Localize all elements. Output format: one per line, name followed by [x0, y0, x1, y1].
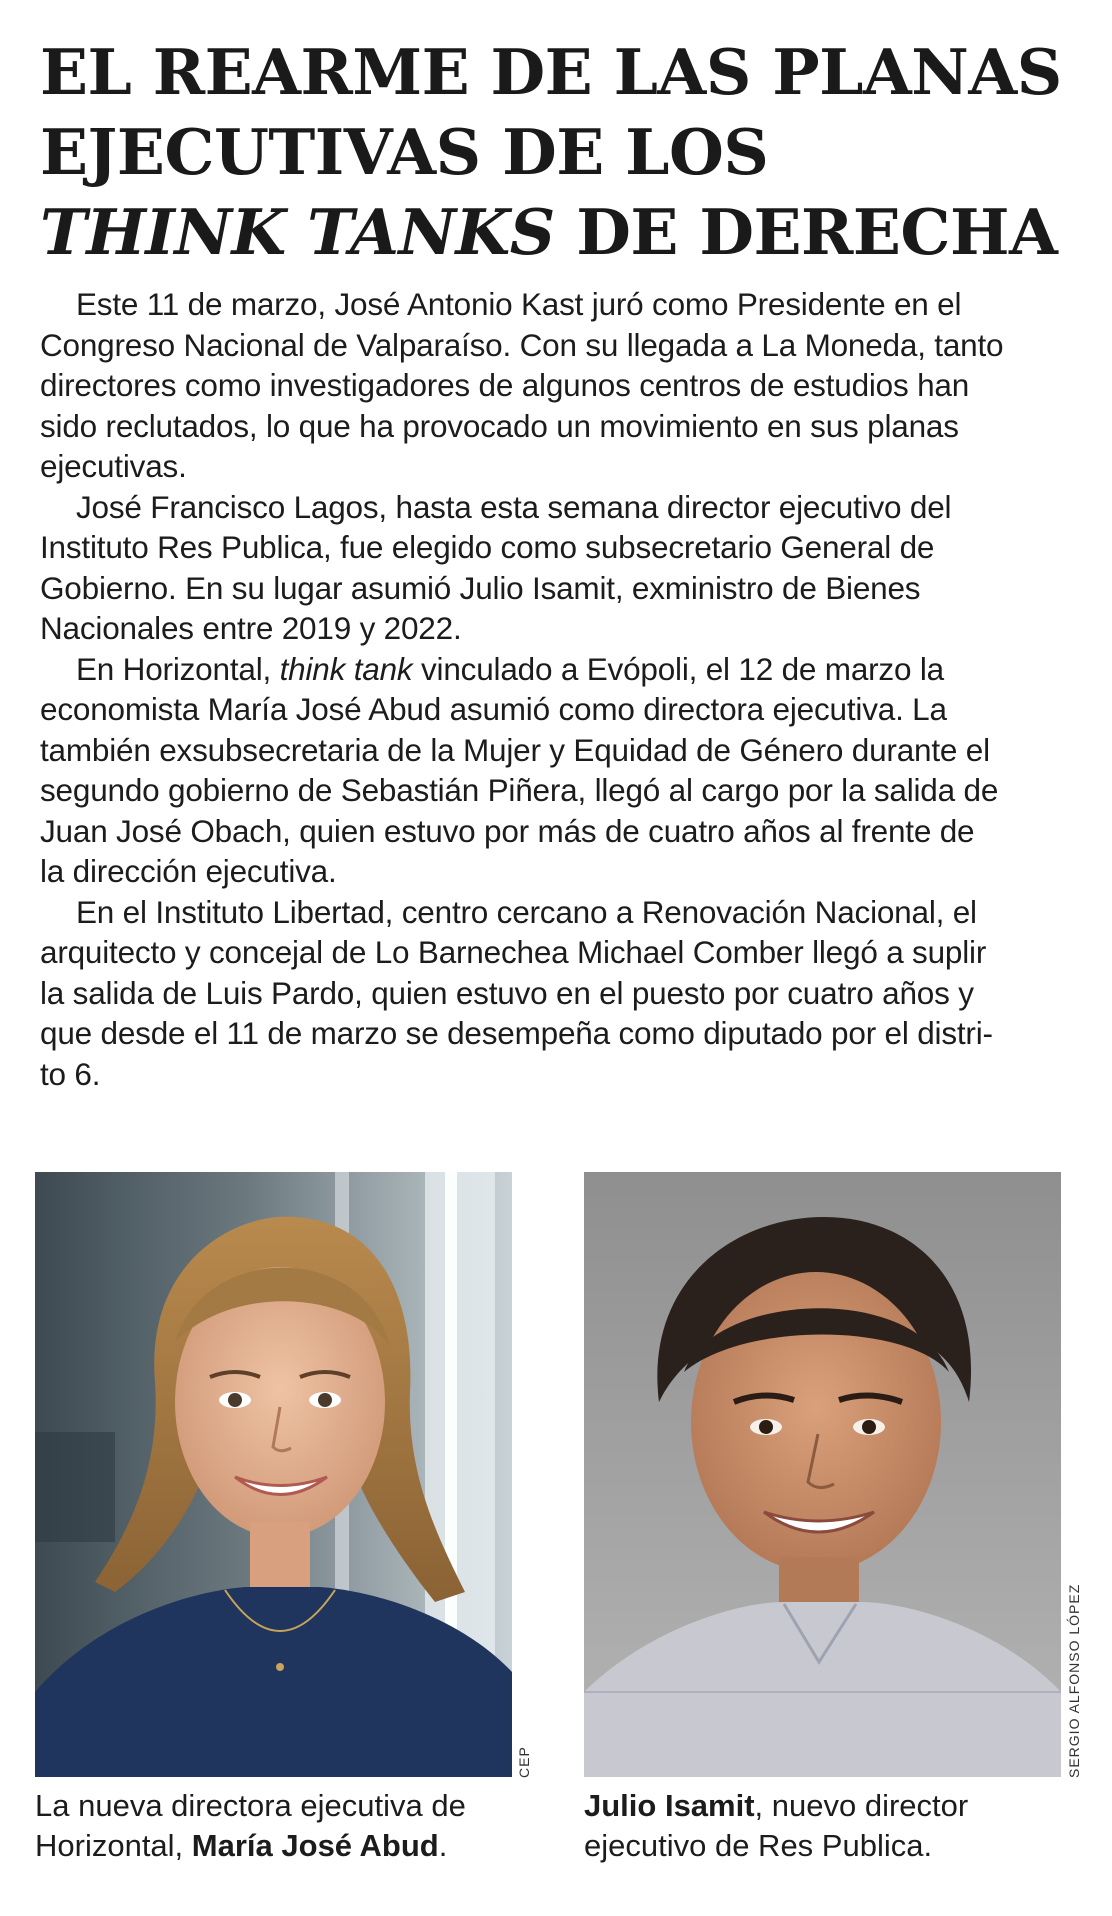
body-line: que desde el 11 de marzo se desempeña como diputado por el distri-	[40, 1015, 993, 1051]
headline-line-2: EJECUTIVAS DE LOS	[40, 115, 769, 189]
photo-maria-jose-abud	[35, 1172, 512, 1777]
body-line: arquitecto y concejal de Lo Barnechea Michael Comber llegó a suplir	[40, 934, 987, 970]
headline	[40, 32, 1080, 272]
body-line: ejecutivas.	[40, 448, 187, 484]
body-line: Este 11 de marzo, José Antonio Kast juró como Presidente en el	[76, 286, 962, 322]
headline-line-1: EL REARME DE LAS PLANAS	[40, 35, 1062, 109]
body-line: sido reclutados, lo que ha provocado un movimiento en sus planas	[40, 407, 959, 444]
headline-italic-think-tanks: THINK TANKS	[40, 195, 555, 269]
headline-line-3	[40, 192, 1080, 272]
caption-name-julio-isamit: Julio Isamit	[584, 1788, 755, 1823]
article-body	[40, 284, 1060, 1094]
caption-name-maria-jose-abud: María José Abud	[191, 1828, 439, 1863]
caption-line: ejecutivo de Res Publica.	[584, 1828, 933, 1863]
body-line: economista María José Abud asumió como directora ejecutiva. La	[40, 691, 947, 727]
body-line: to 6.	[40, 1055, 101, 1092]
photo-credit-cep: CEP	[516, 1746, 532, 1778]
body-line: En el Instituto Libertad, centro cercano a Renovación Nacional, el	[76, 893, 977, 930]
caption-text: Horizontal,	[35, 1828, 192, 1863]
photo-credit-sergio-alfonso-lopez: SERGIO ALFONSO LÓPEZ	[1066, 1583, 1082, 1778]
body-line: José Francisco Lagos, hasta esta semana director ejecutivo del	[76, 488, 952, 525]
photo-julio-isamit	[584, 1172, 1061, 1777]
body-line: directores como investigadores de algunos centros de estudios han	[40, 367, 970, 403]
caption-text: , nuevo director	[754, 1788, 969, 1823]
body-italic-think-tank: think tank	[279, 650, 413, 687]
body-line: segundo gobierno de Sebastián Piñera, llegó al cargo por la salida de	[40, 772, 999, 808]
portrait-man	[584, 1172, 1061, 1777]
caption-text: .	[438, 1828, 448, 1863]
body-text: En Horizontal,	[76, 650, 280, 687]
body-line: Instituto Res Publica, fue elegido como subsecretario General de	[40, 529, 935, 565]
body-line: Congreso Nacional de Valparaíso. Con su llegada a La Moneda, tanto	[40, 326, 1004, 363]
headline-line-3-rest: DE DERECHA	[554, 195, 1058, 269]
paragraph-1	[40, 284, 1060, 487]
body-text: vinculado a Evópoli, el 12 de marzo la	[412, 650, 944, 687]
body-line: Nacionales entre 2019 y 2022.	[40, 610, 462, 646]
paragraph-2	[40, 487, 1060, 649]
body-line: Gobierno. En su lugar asumió Julio Isamit, exministro de Bienes	[40, 569, 921, 606]
caption-line	[584, 1786, 968, 1826]
body-line	[40, 649, 1060, 690]
caption-left	[35, 1786, 466, 1866]
caption-line	[35, 1826, 466, 1866]
caption-right	[584, 1786, 968, 1866]
caption-line: La nueva directora ejecutiva de	[35, 1788, 466, 1823]
body-line: Juan José Obach, quien estuvo por más de cuatro años al frente de	[40, 812, 975, 849]
body-line: también exsubsecretaria de la Mujer y Equidad de Género durante el	[40, 731, 990, 768]
portrait-woman	[35, 1172, 512, 1777]
body-line: la dirección ejecutiva.	[40, 853, 337, 889]
body-line: la salida de Luis Pardo, quien estuvo en el puesto por cuatro años y	[40, 974, 974, 1011]
paragraph-4	[40, 892, 1060, 1095]
paragraph-3	[40, 649, 1060, 892]
